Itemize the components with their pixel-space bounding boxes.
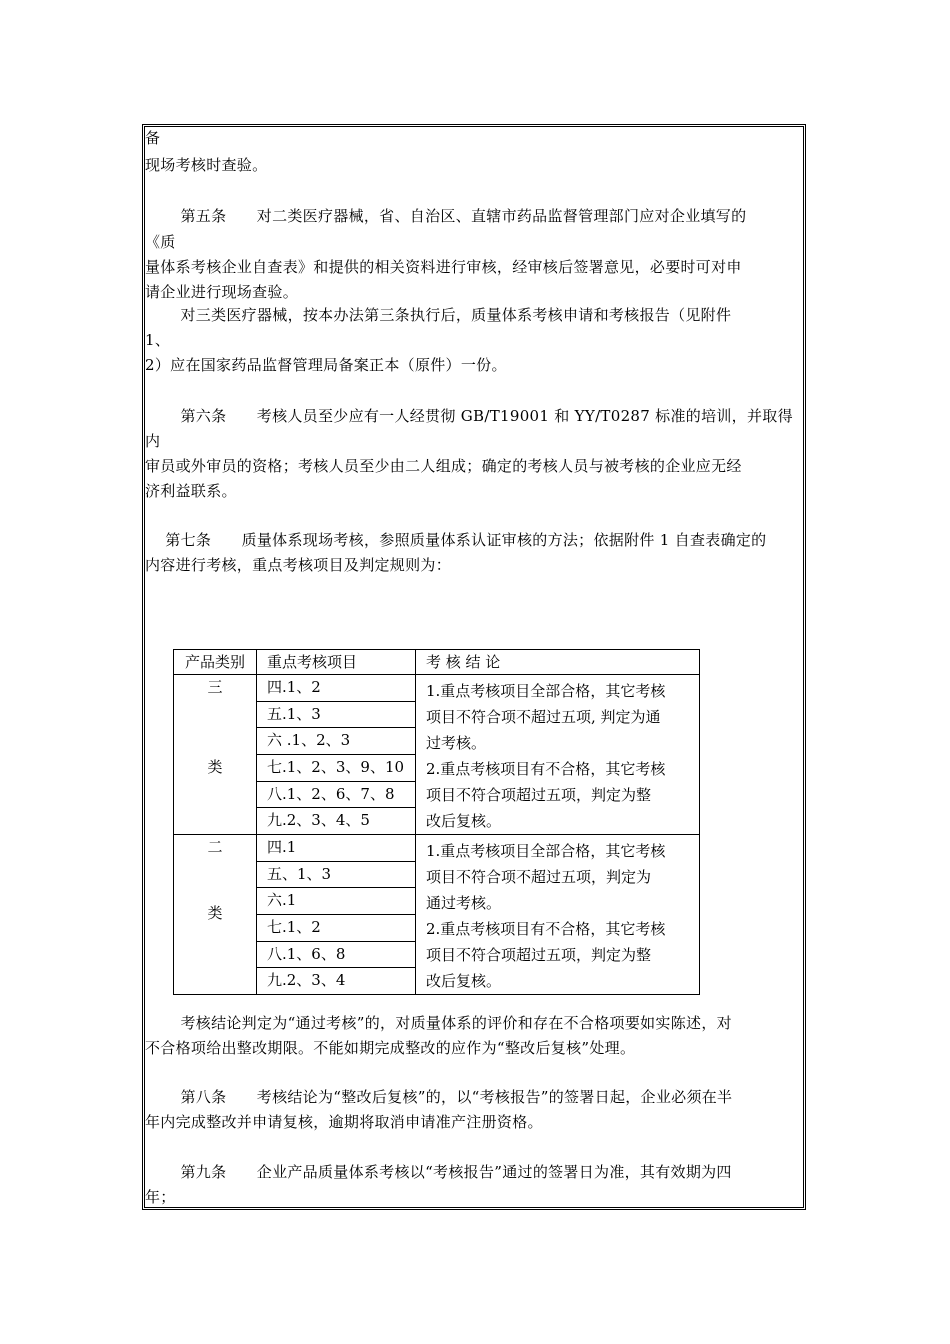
article-8-line: 第八条 考核结论为“整改后复核”的，以“考核报告”的签署日起，企业必须在半 [145, 1088, 733, 1106]
key-item-cell: 五、1、3 [257, 861, 416, 888]
table-row [174, 675, 700, 702]
key-item-cell: 九.2、3、4 [257, 968, 416, 995]
article-6-line: 第六条 考核人员至少应有一人经贯彻 GB/T19001 和 YY/T0287 标准的培训，并取得 [145, 407, 793, 425]
text-line: 对三类医疗器械，按本办法第三条执行后，质量体系考核申请和考核报告（见附件 [145, 306, 732, 324]
conclusion-line: 过考核。 [426, 734, 487, 752]
text-line: 备 [145, 129, 161, 147]
category-label: 类 [207, 758, 223, 776]
text-line: 年内完成整改并申请复核，逾期将取消申请准产注册资格。 [145, 1113, 543, 1131]
conclusion-line: 2.重点考核项目有不合格，其它考核 [426, 920, 666, 938]
text-line: 2）应在国家药品监督管理局备案正本（原件）一份。 [145, 356, 507, 374]
key-item-cell: 七.1、2 [257, 914, 416, 941]
assessment-rules-table [173, 649, 700, 995]
conclusion-line: 通过考核。 [426, 894, 502, 912]
key-item-cell: 四.1 [257, 835, 416, 862]
conclusion-line: 改后复核。 [426, 812, 502, 830]
table-header-row [174, 650, 700, 675]
key-item-cell: 八.1、2、6、7、8 [257, 781, 416, 808]
conclusion-line: 项目不符合项超过五项，判定为整 [426, 946, 652, 964]
article-7-line: 第七条 质量体系现场考核，参照质量体系认证审核的方法；依据附件 1 自查表确定的 [145, 531, 767, 549]
conclusion-line: 1.重点考核项目全部合格，其它考核 [426, 842, 666, 860]
text-line: 现场考核时查验。 [145, 156, 268, 174]
text-line: 济利益联系。 [145, 482, 237, 500]
conclusion-line: 改后复核。 [426, 972, 502, 990]
text-line: 量体系考核企业自查表》和提供的相关资料进行审核，经审核后签署意见，必要时可对申 [145, 258, 742, 276]
key-item-cell: 六.1 [257, 888, 416, 915]
key-item-cell: 五.1、3 [257, 701, 416, 728]
conclusion-line: 1.重点考核项目全部合格，其它考核 [426, 682, 666, 700]
category-class-2 [174, 835, 257, 995]
key-item-cell: 八.1、6、8 [257, 941, 416, 968]
conclusion-cell [416, 675, 700, 835]
category-label: 二 [207, 838, 223, 856]
header-conclusion: 考 核 结 论 [416, 650, 700, 675]
text-line: 内容进行考核，重点考核项目及判定规则为： [145, 556, 452, 574]
text-line: 1、 [145, 331, 171, 349]
text-line: 年； [145, 1188, 176, 1206]
key-item-cell: 六 .1、2、3 [257, 728, 416, 755]
key-item-cell: 四.1、2 [257, 675, 416, 702]
text-line: 内 [145, 432, 161, 450]
text-line: 不合格项给出整改期限。不能如期完成整改的应作为“整改后复核”处理。 [145, 1039, 636, 1057]
conclusion-cell [416, 835, 700, 995]
conclusion-line: 项目不符合项超过五项，判定为整 [426, 786, 652, 804]
conclusion-note-line: 考核结论判定为“通过考核”的，对质量体系的评价和存在不合格项要如实陈述，对 [145, 1014, 732, 1032]
table-row [174, 835, 700, 862]
text-line: 请企业进行现场查验。 [145, 283, 299, 301]
conclusion-line: 项目不符合项不超过五项, 判定为通 [426, 708, 661, 726]
category-class-3 [174, 675, 257, 835]
text-line: 审员或外审员的资格；考核人员至少由二人组成；确定的考核人员与被考核的企业应无经 [145, 457, 742, 475]
header-category: 产品类别 [174, 650, 257, 675]
category-label: 三 [207, 678, 223, 696]
category-label: 类 [207, 904, 223, 922]
header-items: 重点考核项目 [257, 650, 416, 675]
article-5-line: 第五条 对二类医疗器械，省、自治区、直辖市药品监督管理部门应对企业填写的 [145, 207, 747, 225]
key-item-cell: 九.2、3、4、5 [257, 808, 416, 835]
conclusion-line: 2.重点考核项目有不合格，其它考核 [426, 760, 666, 778]
key-item-cell: 七.1、2、3、9、10 [257, 754, 416, 781]
text-line: 《质 [145, 233, 176, 251]
article-9-line: 第九条 企业产品质量体系考核以“考核报告”通过的签署日为准，其有效期为四 [145, 1163, 732, 1181]
conclusion-line: 项目不符合项不超过五项，判定为 [426, 868, 652, 886]
